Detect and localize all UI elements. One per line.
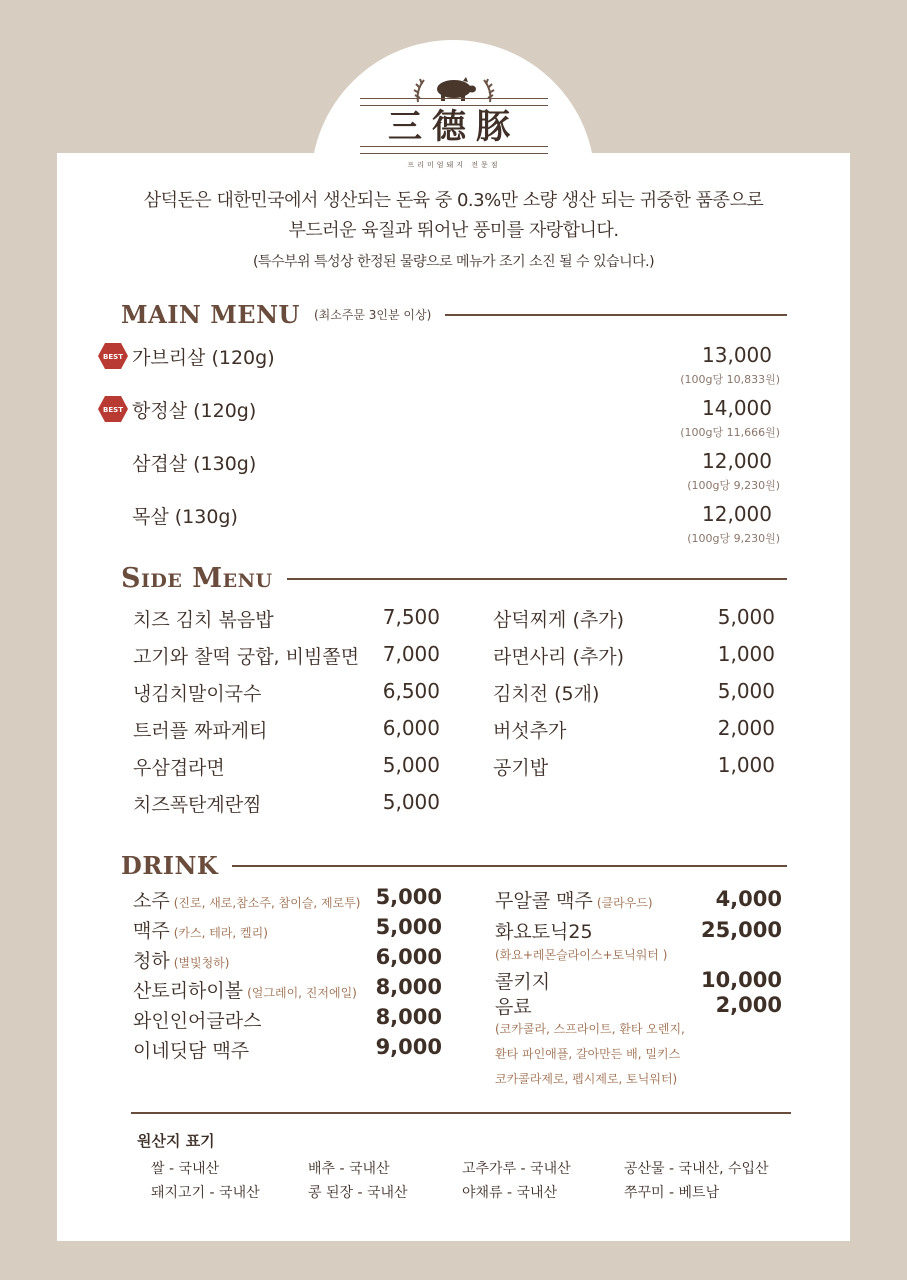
main-menu-item	[98, 343, 788, 393]
side-item-price: 5,000	[717, 679, 775, 703]
drink-item	[133, 1036, 249, 1063]
main-item-name: 항정살 (120g)	[132, 400, 257, 422]
drink-price: 8,000	[375, 1005, 442, 1029]
side-item-price: 5,000	[382, 790, 440, 814]
intro-line-1: 삼덕돈은 대한민국에서 생산되는 돈육 중 0.3%만 소량 생산 되는 귀중한 품종으로	[143, 190, 764, 211]
best-badge-label: BEST	[103, 406, 123, 414]
origin-item: 쌀 - 국내산	[151, 1161, 220, 1177]
soda-note-2: 환타 파인애플, 갈아만든 배, 밀키스	[495, 1047, 681, 1061]
drink-name: 화요토닉25	[495, 921, 593, 943]
drink-name: 소주	[133, 890, 170, 912]
origin-item: 쭈꾸미 - 베트남	[624, 1185, 720, 1201]
side-item-name: 공기밥	[493, 757, 549, 779]
logo-bottom-rule	[360, 146, 548, 154]
drink-desc: (진로, 새로,참소주, 참이슬, 제로투)	[173, 896, 361, 910]
side-item-name: 버섯추가	[493, 720, 567, 742]
drink-price: 8,000	[375, 975, 442, 999]
origin-item: 배추 - 국내산	[308, 1161, 390, 1177]
side-menu-item	[133, 679, 440, 716]
intro-text	[57, 186, 850, 276]
drink-item	[133, 1006, 261, 1033]
main-menu-heading: MAIN MENU	[121, 300, 300, 329]
side-menu-item	[133, 642, 440, 679]
intro-line-3: (특수부위 특성상 한정된 물량으로 메뉴가 조기 소진 될 수 있습니다.)	[252, 254, 655, 270]
drink-price: 4,000	[715, 887, 782, 911]
side-item-price: 5,000	[382, 753, 440, 777]
side-item-price: 6,500	[382, 679, 440, 703]
main-item-unit-price: (100g당 11,666원)	[680, 426, 780, 439]
side-item-name: 김치전 (5개)	[493, 683, 600, 705]
main-item-name: 목살 (130g)	[132, 506, 238, 528]
soda-note-1: (코카콜라, 스프라이트, 환타 오렌지,	[495, 1022, 685, 1036]
drink-price: 5,000	[375, 885, 442, 909]
best-badge-label: BEST	[103, 353, 123, 361]
brand-logo	[360, 72, 548, 172]
drink-price: 5,000	[375, 915, 442, 939]
drink-desc: (카스, 테라, 켈리)	[173, 926, 268, 940]
side-menu-item	[133, 716, 440, 753]
drink-desc: (얼그레이, 진저에일)	[247, 986, 357, 1000]
brand-subtitle: 프리미엄돼지 전문점	[407, 161, 501, 169]
drink-header	[121, 851, 787, 880]
side-menu-left	[133, 605, 440, 827]
main-item-unit-price: (100g당 9,230원)	[687, 479, 780, 492]
origin-item: 콩 된장 - 국내산	[308, 1185, 408, 1201]
side-menu-item	[493, 605, 775, 642]
main-menu-note: (최소주문 3인분 이상)	[313, 308, 432, 322]
side-item-name: 라면사리 (추가)	[493, 646, 624, 668]
side-item-price: 6,000	[382, 716, 440, 740]
side-item-name: 우삼겹라면	[133, 757, 225, 779]
drink-price: 6,000	[375, 945, 442, 969]
main-menu-header	[121, 300, 787, 329]
drink-price: 9,000	[375, 1035, 442, 1059]
side-menu-item	[133, 753, 440, 790]
main-menu-item	[98, 396, 788, 446]
drink-item	[133, 976, 357, 1003]
side-item-price: 1,000	[717, 753, 775, 777]
main-item-price: 12,000	[702, 449, 772, 473]
logo-top-rule	[360, 98, 548, 106]
soda-note-3: 코카콜라제로, 펩시제로, 토닉워터)	[495, 1072, 678, 1086]
origin-item: 고추가루 - 국내산	[462, 1161, 571, 1177]
drink-item	[133, 916, 268, 943]
side-item-name: 고기와 찰떡 궁합, 비빔쫄면	[133, 646, 360, 668]
origin-item: 야채류 - 국내산	[462, 1185, 558, 1201]
main-item-unit-price: (100g당 9,230원)	[687, 532, 780, 545]
side-menu-item	[493, 642, 775, 679]
drink-price: 10,000	[700, 968, 782, 992]
side-item-name: 치즈 김치 볶음밥	[133, 609, 274, 631]
origin-item: 공산물 - 국내산, 수입산	[624, 1161, 769, 1177]
drink-item	[495, 992, 532, 1019]
side-menu-heading: Side Menu	[121, 563, 273, 594]
side-item-price: 5,000	[717, 605, 775, 629]
side-menu-header	[121, 563, 787, 594]
main-item-unit-price: (100g당 10,833원)	[680, 373, 780, 386]
main-item-name: 가브리살 (120g)	[132, 347, 275, 369]
drink-price: 25,000	[700, 918, 782, 942]
intro-line-2: 부드러운 육질과 뛰어난 풍미를 자랑합니다.	[288, 220, 619, 241]
drink-name: 이네딧담 맥주	[133, 1040, 250, 1062]
origin-title: 원산지 표기	[137, 1132, 215, 1150]
drink-desc: (별빛청하)	[173, 956, 230, 970]
drink-name: 음료	[495, 996, 532, 1018]
side-menu-item	[493, 679, 775, 716]
drink-item	[133, 946, 229, 973]
side-item-name: 삼덕찌게 (추가)	[493, 609, 624, 631]
drink-rule	[232, 865, 787, 867]
best-badge-icon	[98, 343, 128, 369]
drink-name: 맥주	[133, 920, 170, 942]
origin-rule	[131, 1112, 791, 1114]
main-item-price: 12,000	[702, 502, 772, 526]
drink-item	[495, 967, 550, 994]
main-item-price: 13,000	[702, 343, 772, 367]
main-menu-item	[98, 502, 788, 552]
drink-name: 와인인어글라스	[133, 1010, 262, 1032]
side-menu-item	[133, 605, 440, 642]
side-item-price: 2,000	[717, 716, 775, 740]
main-menu-item	[98, 449, 788, 499]
drink-heading: DRINK	[121, 851, 219, 880]
best-badge-icon	[98, 396, 128, 422]
side-menu-item	[493, 753, 775, 790]
drink-name: 청하	[133, 950, 170, 972]
side-item-price: 7,000	[382, 642, 440, 666]
side-item-name: 치즈폭탄계란찜	[133, 794, 262, 816]
main-item-name: 삼겹살 (130g)	[132, 453, 257, 475]
main-item-price: 14,000	[702, 396, 772, 420]
side-item-price: 7,500	[382, 605, 440, 629]
side-item-price: 1,000	[717, 642, 775, 666]
drink-name: 무알콜 맥주	[495, 890, 593, 912]
hwayo-note: (화요+레몬슬라이스+토닉워터 )	[495, 948, 668, 962]
origin-item: 돼지고기 - 국내산	[151, 1185, 260, 1201]
side-menu-item	[493, 716, 775, 753]
drink-price: 2,000	[715, 993, 782, 1017]
drink-item	[495, 886, 653, 913]
drink-item	[133, 886, 360, 913]
side-menu-item	[133, 790, 440, 827]
drink-name: 콜키지	[495, 971, 551, 993]
side-item-name: 냉김치말이국수	[133, 683, 262, 705]
side-menu-right	[493, 605, 775, 790]
side-menu-rule	[287, 578, 787, 580]
drink-item	[495, 917, 593, 944]
drink-name: 산토리하이볼	[133, 980, 244, 1002]
drink-desc: (클라우드)	[596, 896, 653, 910]
main-menu-rule	[445, 314, 787, 316]
side-item-name: 트러플 짜파게티	[133, 720, 268, 742]
brand-title: 三德豚	[388, 107, 520, 147]
